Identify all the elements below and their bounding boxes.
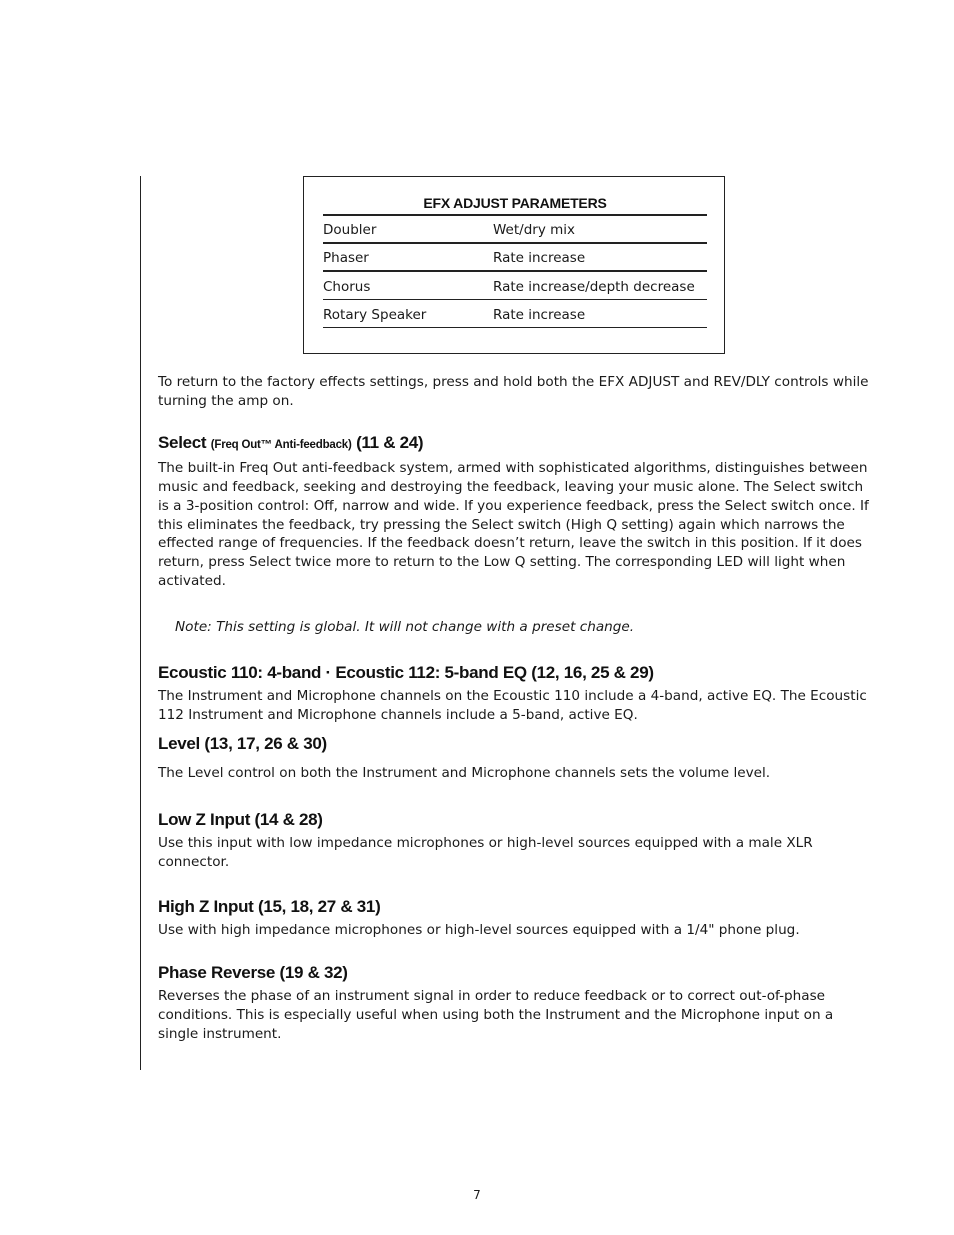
table-row bbox=[323, 272, 707, 300]
effect-parameter: Wet/dry mix bbox=[493, 222, 575, 238]
low-z-heading: Low Z Input (14 & 28) bbox=[158, 810, 323, 830]
effect-name: Chorus bbox=[323, 278, 371, 295]
margin-rule bbox=[140, 176, 141, 1070]
intro-paragraph: To return to the factory effects settings, press and hold both the EFX ADJUST and REV/DLY controls while turning the amp on. bbox=[158, 374, 869, 409]
effect-parameter: Rate increase bbox=[493, 306, 586, 323]
effect-name: Rotary Speaker bbox=[323, 306, 427, 323]
level-body: The Level control on both the Instrument and Microphone channels sets the volume level. bbox=[158, 765, 771, 782]
effect-parameter: Rate increase/depth decrease bbox=[493, 278, 695, 295]
select-body: The built-in Freq Out anti-feedback system, armed with sophisticated algorithms, distinguishes between music and feedback, seeking and destroying the feedback, leaving your music alone. The Select switch is a 3-position control: Off, narrow and wide. If you experience feedback, press the Select switch once. If this eliminates the feedback, try pressing the Select switch (High Q setting) again which narrows the effected range of frequencies. If the feedback doesn’t return, leave the switch in this position. If it does return, press Select twice more to return to the Low Q setting. The corresponding LED will light when activated. bbox=[158, 460, 869, 589]
main-content bbox=[158, 373, 870, 1043]
eq-heading: Ecoustic 110: 4-band · Ecoustic 112: 5-band EQ (12, 16, 25 & 29) bbox=[158, 663, 654, 683]
select-heading bbox=[158, 432, 870, 456]
efx-parameters-box bbox=[303, 176, 725, 354]
effect-name: Doubler bbox=[323, 222, 377, 238]
effect-parameter: Rate increase bbox=[493, 250, 586, 266]
high-z-body: Use with high impedance microphones or high-level sources equipped with a 1/4" phone plug. bbox=[158, 921, 800, 938]
phase-body: Reverses the phase of an instrument signal in order to reduce feedback or to correct out-of-phase conditions. This is especially useful when using both the Instrument and the Microphone input on a single instrument. bbox=[158, 988, 834, 1042]
level-heading: Level (13, 17, 26 & 30) bbox=[158, 734, 327, 754]
eq-body: The Instrument and Microphone channels on the Ecoustic 110 include a 4-band, active EQ. The Ecoustic 112 Instrument and Microphone channels include a 5-band, active EQ. bbox=[158, 688, 867, 723]
low-z-body: Use this input with low impedance microphones or high-level sources equipped with a male XLR connector. bbox=[158, 835, 813, 870]
efx-table bbox=[323, 214, 707, 328]
efx-table-title: EFX ADJUST PARAMETERS bbox=[423, 195, 607, 211]
page-number: 7 bbox=[473, 1188, 481, 1202]
high-z-heading: High Z Input (15, 18, 27 & 31) bbox=[158, 896, 381, 916]
table-row bbox=[323, 244, 707, 272]
effect-name: Phaser bbox=[323, 250, 369, 266]
phase-heading: Phase Reverse (19 & 32) bbox=[158, 963, 348, 983]
select-heading-refs: (11 & 24) bbox=[356, 433, 424, 453]
select-heading-small: (Freq Out™ Anti-feedback) bbox=[210, 439, 352, 452]
table-row bbox=[323, 300, 707, 328]
select-heading-main: Select bbox=[158, 433, 207, 453]
select-note: Note: This setting is global. It will not change with a preset change. bbox=[175, 619, 635, 636]
table-row bbox=[323, 216, 707, 244]
